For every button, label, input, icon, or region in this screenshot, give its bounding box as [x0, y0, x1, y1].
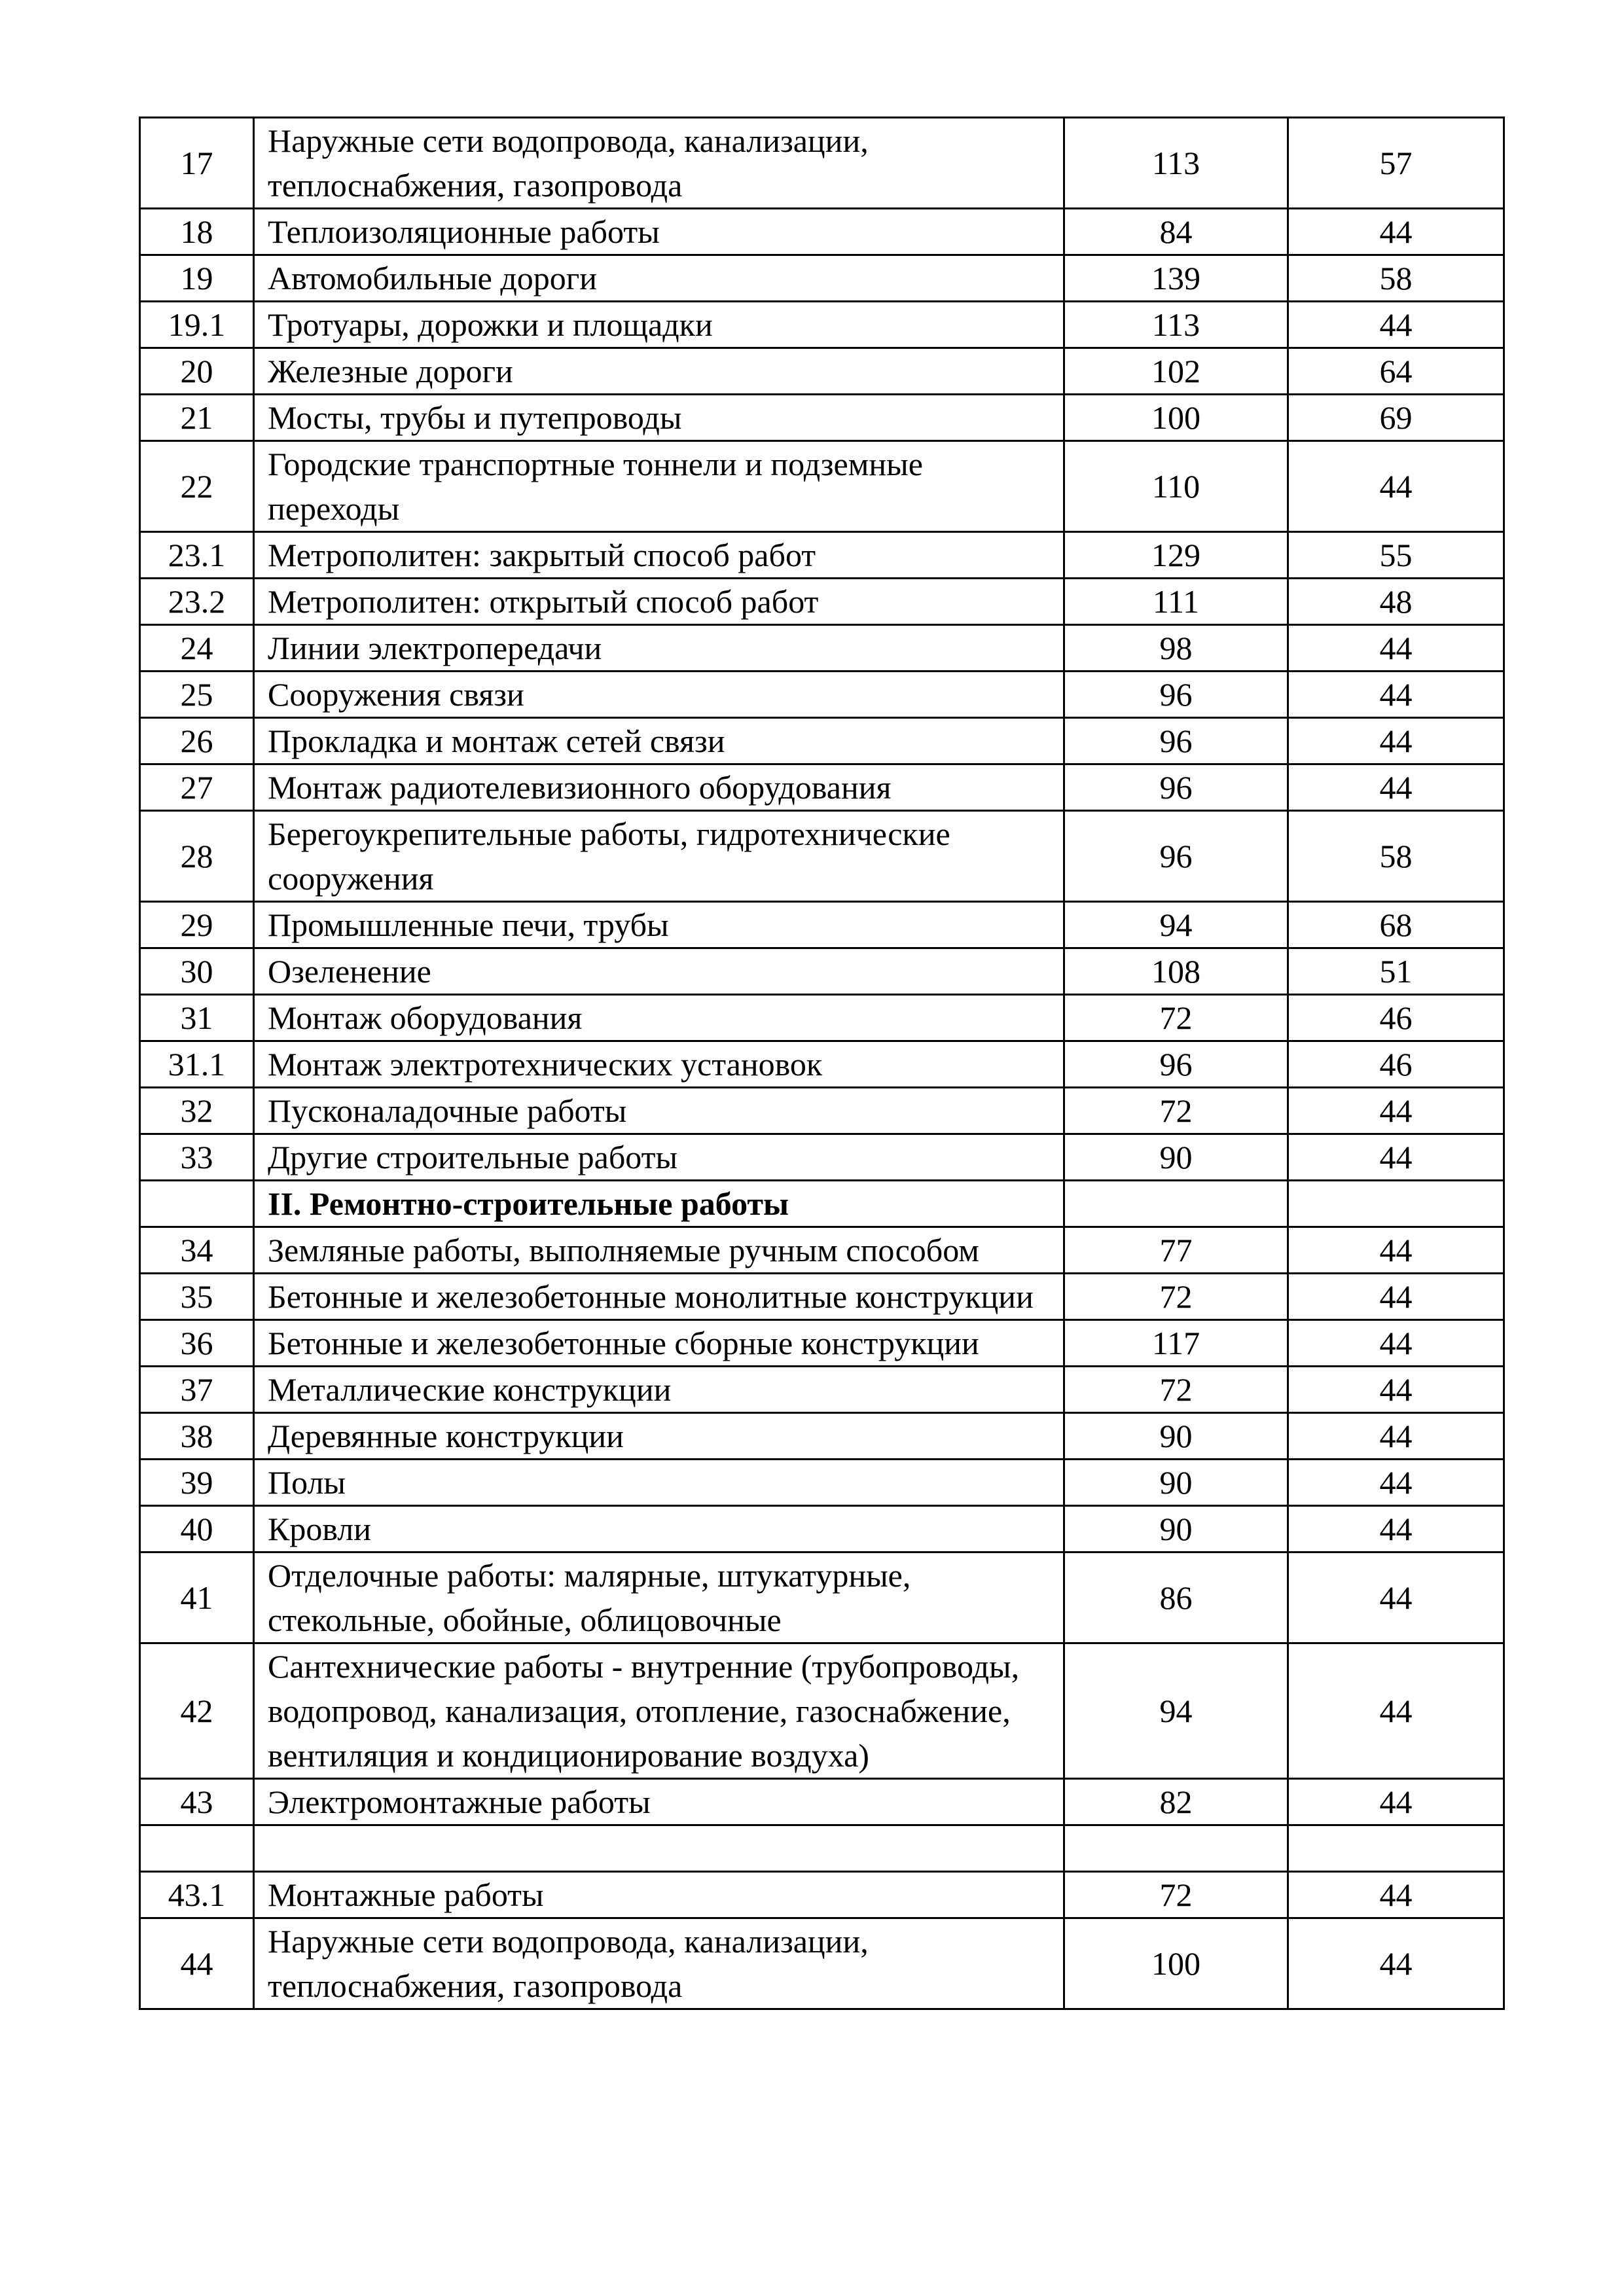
section-header-row: [140, 1181, 1504, 1227]
work-type-cell: Городские транспортные тоннели и подземные переходы: [254, 441, 1064, 532]
work-type-cell: II. Ремонтно-строительные работы: [254, 1181, 1064, 1227]
item-number-cell: 38: [140, 1413, 254, 1460]
value-1-cell: 96: [1064, 672, 1288, 718]
value-1-cell: 72: [1064, 1274, 1288, 1320]
table-row: [140, 1041, 1504, 1088]
value-2-cell: 44: [1288, 764, 1504, 811]
value-1-cell: 96: [1064, 1041, 1288, 1088]
value-1-cell: 96: [1064, 811, 1288, 902]
value-1-cell: 86: [1064, 1552, 1288, 1643]
value-1-cell: 94: [1064, 902, 1288, 948]
table-row: [140, 995, 1504, 1041]
value-2-cell: 44: [1288, 1460, 1504, 1506]
value-1-cell: 96: [1064, 718, 1288, 764]
value-2-cell: [1288, 1825, 1504, 1872]
value-1-cell: 90: [1064, 1413, 1288, 1460]
item-number-cell: 27: [140, 764, 254, 811]
value-1-cell: 113: [1064, 302, 1288, 348]
work-type-cell: Пусконаладочные работы: [254, 1088, 1064, 1134]
work-type-cell: Линии электропередачи: [254, 625, 1064, 672]
value-1-cell: 72: [1064, 1088, 1288, 1134]
work-type-cell: Полы: [254, 1460, 1064, 1506]
work-type-cell: Промышленные печи, трубы: [254, 902, 1064, 948]
item-number-cell: 25: [140, 672, 254, 718]
value-2-cell: 44: [1288, 1134, 1504, 1181]
work-type-cell: Сантехнические работы - внутренние (трубопроводы, водопровод, канализация, отопление, газоснабжение, вентиляция и кондиционирование воздуха): [254, 1643, 1064, 1779]
value-2-cell: 46: [1288, 1041, 1504, 1088]
value-1-cell: 96: [1064, 764, 1288, 811]
work-type-cell: Прокладка и монтаж сетей связи: [254, 718, 1064, 764]
value-2-cell: 58: [1288, 255, 1504, 302]
value-1-cell: 90: [1064, 1134, 1288, 1181]
value-2-cell: 44: [1288, 441, 1504, 532]
table-row: [140, 395, 1504, 441]
item-number-cell: 17: [140, 118, 254, 209]
work-type-cell: Деревянные конструкции: [254, 1413, 1064, 1460]
value-2-cell: 44: [1288, 1274, 1504, 1320]
value-2-cell: 44: [1288, 718, 1504, 764]
value-1-cell: 77: [1064, 1227, 1288, 1274]
value-2-cell: 44: [1288, 1872, 1504, 1918]
value-2-cell: 55: [1288, 532, 1504, 579]
item-number-cell: 19: [140, 255, 254, 302]
item-number-cell: 24: [140, 625, 254, 672]
table-row: [140, 1643, 1504, 1779]
table-row: [140, 811, 1504, 902]
value-1-cell: 90: [1064, 1506, 1288, 1552]
value-2-cell: 44: [1288, 1918, 1504, 2009]
work-type-cell: Железные дороги: [254, 348, 1064, 395]
table-row: [140, 1552, 1504, 1643]
value-1-cell: [1064, 1181, 1288, 1227]
table-row: [140, 902, 1504, 948]
value-2-cell: [1288, 1181, 1504, 1227]
item-number-cell: 23.1: [140, 532, 254, 579]
table-row: [140, 1413, 1504, 1460]
table-row: [140, 1274, 1504, 1320]
value-2-cell: 51: [1288, 948, 1504, 995]
work-type-cell: Мосты, трубы и путепроводы: [254, 395, 1064, 441]
value-2-cell: 44: [1288, 1227, 1504, 1274]
value-2-cell: 44: [1288, 1320, 1504, 1367]
value-1-cell: 102: [1064, 348, 1288, 395]
item-number-cell: [140, 1181, 254, 1227]
work-type-cell: Бетонные и железобетонные монолитные конструкции: [254, 1274, 1064, 1320]
table-row: [140, 532, 1504, 579]
work-type-cell: Берегоукрепительные работы, гидротехнические сооружения: [254, 811, 1064, 902]
table-row: [140, 625, 1504, 672]
value-2-cell: 44: [1288, 1643, 1504, 1779]
value-1-cell: 139: [1064, 255, 1288, 302]
work-type-cell: Другие строительные работы: [254, 1134, 1064, 1181]
item-number-cell: 30: [140, 948, 254, 995]
work-type-cell: Озеленение: [254, 948, 1064, 995]
value-1-cell: 111: [1064, 579, 1288, 625]
value-1-cell: [1064, 1825, 1288, 1872]
item-number-cell: 35: [140, 1274, 254, 1320]
item-number-cell: 34: [140, 1227, 254, 1274]
table-row: [140, 1506, 1504, 1552]
value-2-cell: 44: [1288, 1506, 1504, 1552]
value-1-cell: 82: [1064, 1779, 1288, 1825]
value-2-cell: 58: [1288, 811, 1504, 902]
value-1-cell: 117: [1064, 1320, 1288, 1367]
table-row: [140, 718, 1504, 764]
value-2-cell: 44: [1288, 1088, 1504, 1134]
item-number-cell: 33: [140, 1134, 254, 1181]
value-2-cell: 44: [1288, 1367, 1504, 1413]
value-1-cell: 72: [1064, 995, 1288, 1041]
item-number-cell: 32: [140, 1088, 254, 1134]
table-row: [140, 209, 1504, 255]
value-1-cell: 110: [1064, 441, 1288, 532]
item-number-cell: 40: [140, 1506, 254, 1552]
table-row: [140, 1872, 1504, 1918]
value-2-cell: 57: [1288, 118, 1504, 209]
table-row: [140, 1320, 1504, 1367]
table-row: [140, 1460, 1504, 1506]
item-number-cell: 22: [140, 441, 254, 532]
empty-row: [140, 1825, 1504, 1872]
item-number-cell: 43.1: [140, 1872, 254, 1918]
value-2-cell: 69: [1288, 395, 1504, 441]
work-type-cell: Метрополитен: открытый способ работ: [254, 579, 1064, 625]
value-1-cell: 72: [1064, 1872, 1288, 1918]
value-1-cell: 98: [1064, 625, 1288, 672]
table-row: [140, 764, 1504, 811]
table-row: [140, 1367, 1504, 1413]
rates-table: [139, 117, 1505, 2010]
value-2-cell: 46: [1288, 995, 1504, 1041]
value-2-cell: 64: [1288, 348, 1504, 395]
item-number-cell: 29: [140, 902, 254, 948]
item-number-cell: 21: [140, 395, 254, 441]
value-2-cell: 44: [1288, 1552, 1504, 1643]
item-number-cell: 20: [140, 348, 254, 395]
table-row: [140, 1134, 1504, 1181]
item-number-cell: 18: [140, 209, 254, 255]
work-type-cell: Земляные работы, выполняемые ручным способом: [254, 1227, 1064, 1274]
value-2-cell: 44: [1288, 1779, 1504, 1825]
value-2-cell: 44: [1288, 625, 1504, 672]
table-row: [140, 1779, 1504, 1825]
work-type-cell: Автомобильные дороги: [254, 255, 1064, 302]
rates-table-body: [140, 118, 1504, 2009]
item-number-cell: 23.2: [140, 579, 254, 625]
value-1-cell: 100: [1064, 395, 1288, 441]
work-type-cell: Бетонные и железобетонные сборные конструкции: [254, 1320, 1064, 1367]
work-type-cell: Монтаж электротехнических установок: [254, 1041, 1064, 1088]
work-type-cell: Наружные сети водопровода, канализации, теплоснабжения, газопровода: [254, 1918, 1064, 2009]
value-2-cell: 44: [1288, 1413, 1504, 1460]
table-row: [140, 948, 1504, 995]
table-row: [140, 441, 1504, 532]
value-1-cell: 113: [1064, 118, 1288, 209]
work-type-cell: Тротуары, дорожки и площадки: [254, 302, 1064, 348]
work-type-cell: Теплоизоляционные работы: [254, 209, 1064, 255]
value-2-cell: 68: [1288, 902, 1504, 948]
work-type-cell: Кровли: [254, 1506, 1064, 1552]
value-1-cell: 100: [1064, 1918, 1288, 2009]
table-row: [140, 579, 1504, 625]
work-type-cell: Наружные сети водопровода, канализации, теплоснабжения, газопровода: [254, 118, 1064, 209]
table-row: [140, 348, 1504, 395]
work-type-cell: Электромонтажные работы: [254, 1779, 1064, 1825]
value-2-cell: 44: [1288, 209, 1504, 255]
item-number-cell: 31: [140, 995, 254, 1041]
table-row: [140, 1088, 1504, 1134]
table-row: [140, 302, 1504, 348]
item-number-cell: [140, 1825, 254, 1872]
work-type-cell: Монтаж радиотелевизионного оборудования: [254, 764, 1064, 811]
item-number-cell: 42: [140, 1643, 254, 1779]
work-type-cell: Метрополитен: закрытый способ работ: [254, 532, 1064, 579]
work-type-cell: [254, 1825, 1064, 1872]
value-1-cell: 84: [1064, 209, 1288, 255]
item-number-cell: 44: [140, 1918, 254, 2009]
value-2-cell: 44: [1288, 302, 1504, 348]
item-number-cell: 19.1: [140, 302, 254, 348]
value-1-cell: 72: [1064, 1367, 1288, 1413]
item-number-cell: 26: [140, 718, 254, 764]
item-number-cell: 36: [140, 1320, 254, 1367]
item-number-cell: 28: [140, 811, 254, 902]
item-number-cell: 43: [140, 1779, 254, 1825]
work-type-cell: Монтаж оборудования: [254, 995, 1064, 1041]
work-type-cell: Монтажные работы: [254, 1872, 1064, 1918]
value-2-cell: 44: [1288, 672, 1504, 718]
value-1-cell: 90: [1064, 1460, 1288, 1506]
item-number-cell: 41: [140, 1552, 254, 1643]
work-type-cell: Сооружения связи: [254, 672, 1064, 718]
work-type-cell: Металлические конструкции: [254, 1367, 1064, 1413]
item-number-cell: 39: [140, 1460, 254, 1506]
table-row: [140, 255, 1504, 302]
table-row: [140, 118, 1504, 209]
table-row: [140, 1918, 1504, 2009]
table-row: [140, 1227, 1504, 1274]
item-number-cell: 31.1: [140, 1041, 254, 1088]
item-number-cell: 37: [140, 1367, 254, 1413]
table-row: [140, 672, 1504, 718]
work-type-cell: Отделочные работы: малярные, штукатурные, стекольные, обойные, облицовочные: [254, 1552, 1064, 1643]
value-1-cell: 129: [1064, 532, 1288, 579]
value-1-cell: 108: [1064, 948, 1288, 995]
value-1-cell: 94: [1064, 1643, 1288, 1779]
value-2-cell: 48: [1288, 579, 1504, 625]
